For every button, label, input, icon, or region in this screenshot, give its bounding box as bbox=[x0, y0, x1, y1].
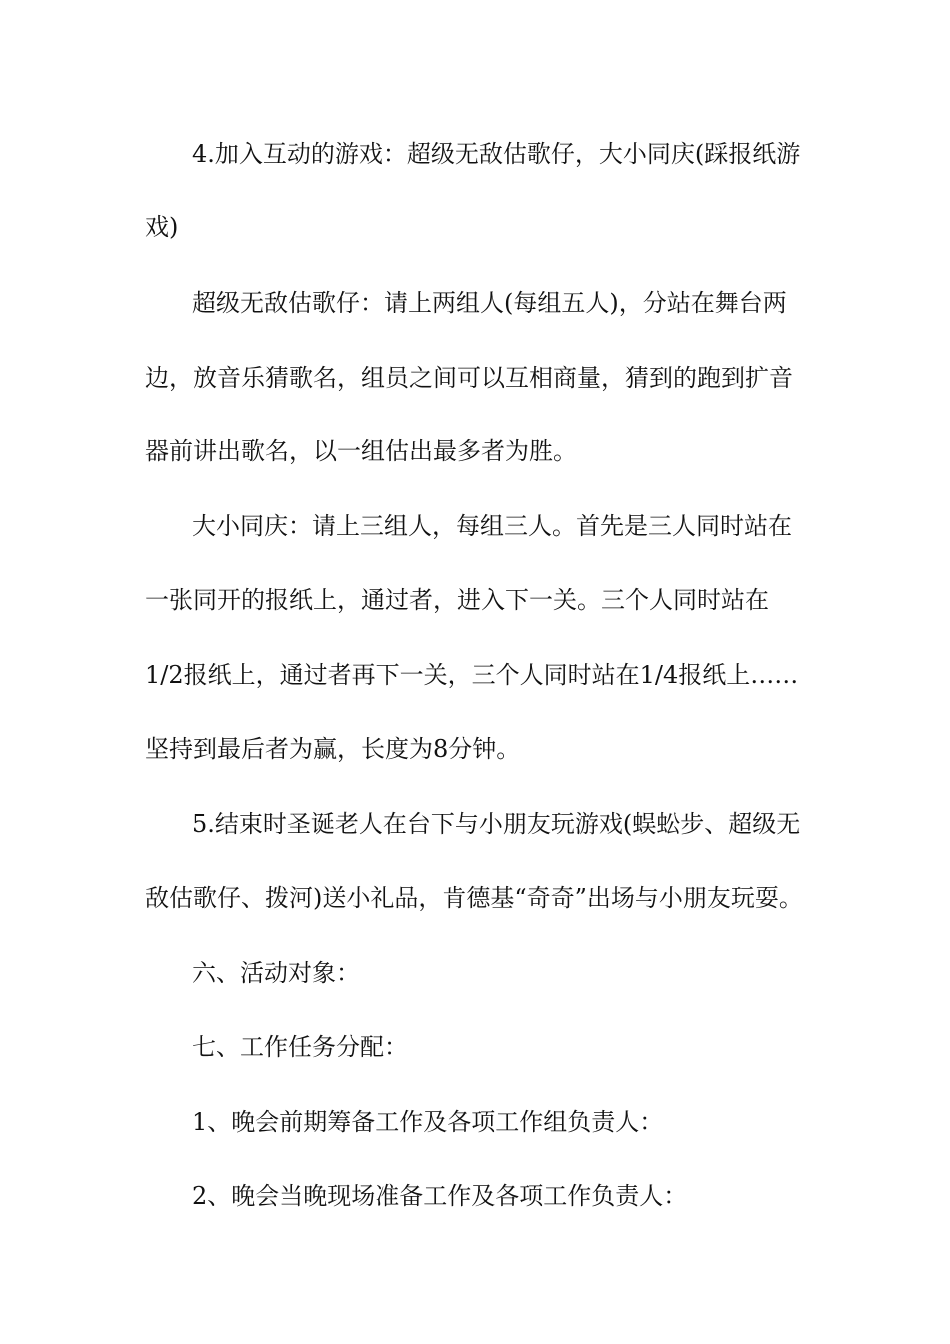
task-item-2: 2、晚会当晚现场准备工作及各项工作负责人： bbox=[192, 1182, 688, 1210]
task-item-1: 1、晚会前期筹备工作及各项工作组负责人： bbox=[192, 1108, 664, 1136]
section-7-heading: 七、工作任务分配： bbox=[192, 1033, 408, 1061]
paragraph-4-line-2: 戏) bbox=[145, 213, 179, 241]
game-2-line-1: 大小同庆：请上三组人，每组三人。首先是三人同时站在 bbox=[192, 512, 792, 540]
game-2-line-4: 坚持到最后者为赢，长度为8分钟。 bbox=[145, 735, 521, 763]
game-2-line-3: 1/2报纸上，通过者再下一关，三个人同时站在1/4报纸上…… bbox=[145, 661, 799, 689]
game-1-line-3: 器前讲出歌名，以一组估出最多者为胜。 bbox=[145, 437, 577, 465]
game-1-line-1: 超级无敌估歌仔：请上两组人(每组五人)，分站在舞台两 bbox=[192, 289, 787, 317]
section-6-heading: 六、活动对象： bbox=[192, 959, 360, 987]
paragraph-5-line-2: 敌估歌仔、拨河)送小礼品，肯德基“奇奇”出场与小朋友玩耍。 bbox=[145, 884, 803, 912]
paragraph-5-line-1: 5.结束时圣诞老人在台下与小朋友玩游戏(蜈蚣步、超级无 bbox=[192, 810, 801, 838]
paragraph-4-line-1: 4.加入互动的游戏：超级无敌估歌仔，大小同庆(踩报纸游 bbox=[192, 140, 801, 168]
game-2-line-2: 一张同开的报纸上，通过者，进入下一关。三个人同时站在 bbox=[145, 586, 769, 614]
game-1-line-2: 边，放音乐猜歌名，组员之间可以互相商量，猜到的跑到扩音 bbox=[145, 364, 793, 392]
